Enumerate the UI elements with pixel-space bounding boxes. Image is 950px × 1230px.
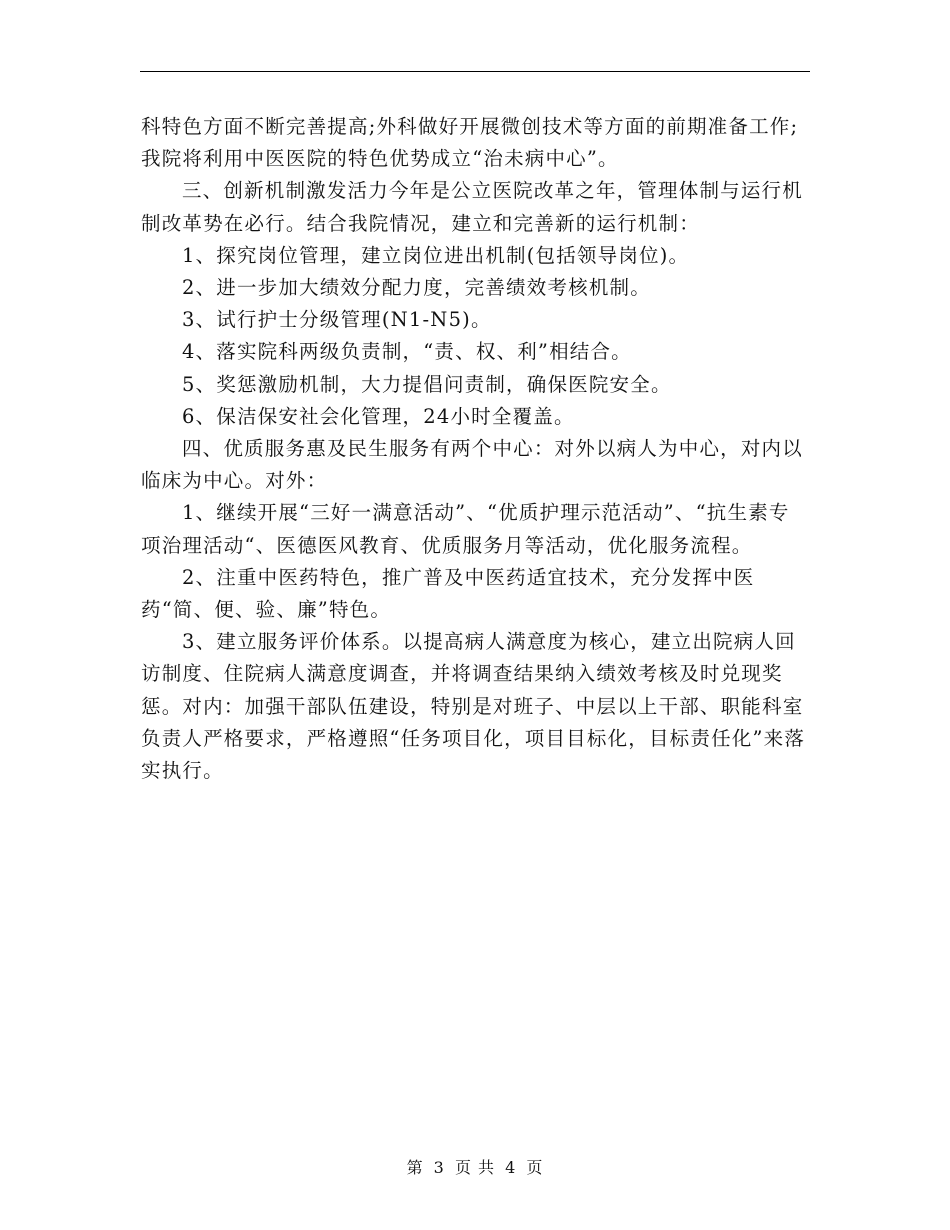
list-item: 2、进一步加大绩效分配力度，完善绩效考核机制。: [181, 276, 651, 300]
footer-suffix: 页: [526, 1158, 544, 1177]
page-footer: [0, 1155, 950, 1178]
section-heading-three: 三、创新机制激发活力今年是公立医院改革之年，管理体制与运行机制改革势在必行。结合我院情况，建立和完善新的运行机制：: [141, 179, 803, 235]
list-item: 1、继续开展“三好一满意活动”、“优质护理示范活动”、“抗生素专项治理活动“、医德医风教育、优质服务月等活动，优化服务流程。: [141, 501, 790, 557]
list-item: 2、注重中医药特色，推广普及中医药适宜技术，充分发挥中医药“简、便、验、廉”特色。: [141, 565, 755, 622]
header-rule: [140, 71, 810, 72]
footer-middle: 页 共: [454, 1158, 496, 1177]
list-item: 6、保洁保安社会化管理，24小时全覆盖。: [181, 404, 575, 428]
current-page-number: 3: [433, 1158, 445, 1177]
list-item: 5、奖惩激励机制，大力提倡问责制，确保医院安全。: [181, 372, 672, 396]
document-body: [141, 111, 809, 787]
list-item: 3、建立服务评价体系。以提高病人满意度为核心，建立出院病人回访制度、住院病人满意度调查，并将调查结果纳入绩效考核及时兑现奖惩。对内：加强干部队伍建设，特别是对班子、中层以上干部、职能科室负责人严格要求，严格遵照“任务项目化，项目目标化，目标责任化”来落实执行。: [141, 630, 806, 783]
footer-prefix: 第: [406, 1158, 424, 1177]
list-item: 3、试行护士分级管理(N1-N5)。: [181, 308, 492, 332]
section-heading-four: 四、优质服务惠及民生服务有两个中心：对外以病人为中心，对内以临床为中心。对外：: [141, 437, 803, 493]
list-item: 1、探究岗位管理，建立岗位进出机制(包括领导岗位)。: [181, 243, 690, 267]
paragraph-continuation: 科特色方面不断完善提高;外科做好开展微创技术等方面的前期准备工作;我院将利用中医医院的特色优势成立“治未病中心”。: [141, 115, 799, 171]
total-pages-number: 4: [505, 1158, 517, 1177]
list-item: 4、落实院科两级负责制，“责、权、利”相结合。: [181, 340, 632, 364]
